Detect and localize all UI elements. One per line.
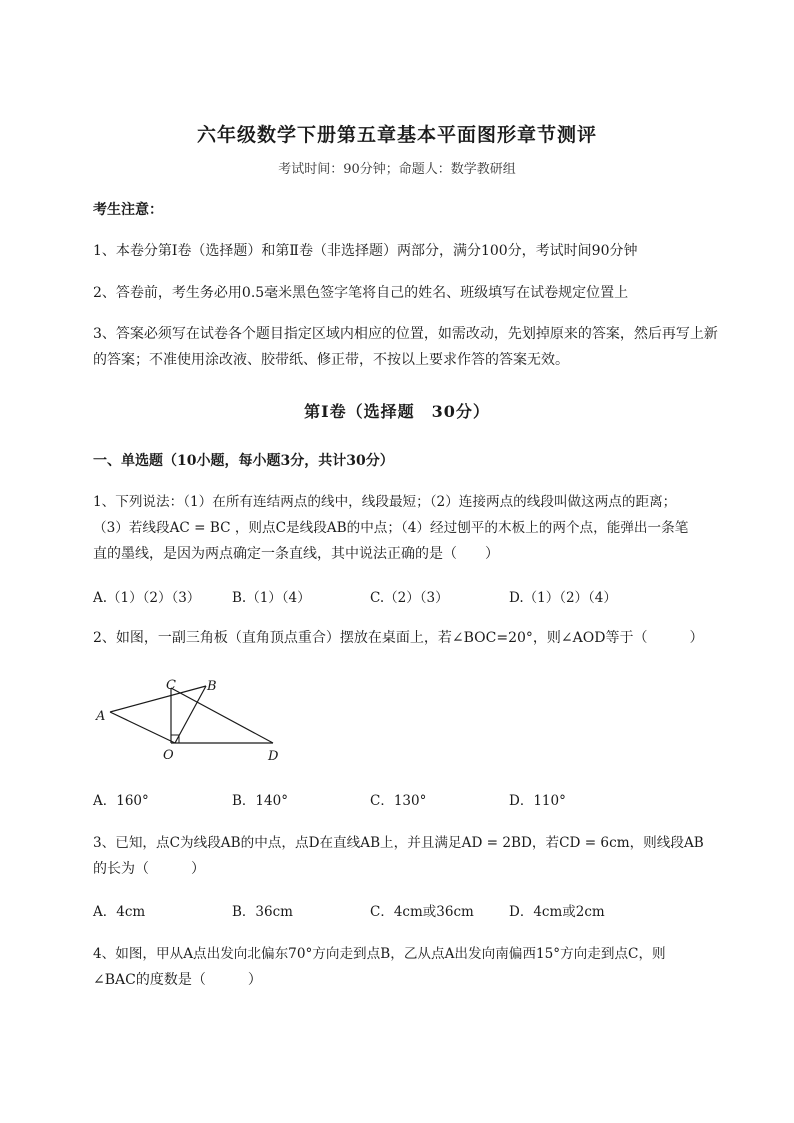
q1-option-b: B.（1）（4） xyxy=(232,590,311,606)
q3-line-2: 的长为（ ） xyxy=(93,861,205,877)
q1-option-c: C.（2）（3） xyxy=(370,590,449,606)
q3-option-d: D．4cm或2cm xyxy=(509,904,605,920)
notice-heading: 考生注意： xyxy=(93,202,163,218)
label-a: A xyxy=(96,709,106,724)
q1-option-a: A.（1）（2）（3） xyxy=(93,590,201,606)
q3-option-a: A．4cm xyxy=(93,904,146,920)
q4-line-2: ∠BAC的度数是（ ） xyxy=(93,972,262,988)
notice-item-3: 3、答案必须写在试卷各个题目指定区域内相应的位置，如需改动，先划掉原来的答案，然后再写上新 xyxy=(93,326,718,342)
q1-line-2: （3）若线段AC = BC ，则点C是线段AB的中点；（4）经过刨平的木板上的两个点，能弹出一条笔 xyxy=(93,520,689,536)
part-heading: 一、单选题（10小题，每小题3分，共计30分） xyxy=(93,453,394,469)
q2-option-a: A．160° xyxy=(93,793,149,809)
label-b: B xyxy=(207,679,217,694)
q3-option-b: B．36cm xyxy=(232,904,293,920)
label-d: D xyxy=(268,749,279,764)
exam-info: 考试时间：90分钟；命题人：数学教研组 xyxy=(278,162,516,177)
segment-cd xyxy=(171,688,273,743)
q3-line-1: 3、已知，点C为线段AB的中点，点D在直线AB上，并且满足AD = 2BD，若CD = 6cm，则线段AB xyxy=(93,835,704,851)
notice-item-2: 2、答卷前，考生务必用0.5毫米黑色签字笔将自己的姓名、班级填写在试卷规定位置上 xyxy=(93,285,629,301)
segment-ao xyxy=(110,712,175,743)
label-o: O xyxy=(163,748,174,763)
q1-line-1: 1、下列说法：（1）在所有连结两点的线中，线段最短；（2）连接两点的线段叫做这两点的距离； xyxy=(93,494,677,510)
page-title: 六年级数学下册第五章基本平面图形章节测评 xyxy=(196,124,597,146)
q4-line-1: 4、如图，甲从A点出发向北偏东70°方向走到点B，乙从点A出发向南偏西15°方向走到点C，则 xyxy=(93,946,666,962)
q1-line-3: 直的墨线，是因为两点确定一条直线，其中说法正确的是（ ） xyxy=(93,546,499,562)
q2-option-c: C．130° xyxy=(370,793,427,809)
q2-option-d: D．110° xyxy=(509,793,566,809)
segment-ob xyxy=(175,686,206,743)
q2-option-b: B．140° xyxy=(232,793,288,809)
q3-option-c: C．4cm或36cm xyxy=(370,904,474,920)
q2-stem: 2、如图，一副三角板（直角顶点重合）摆放在桌面上，若∠BOC=20°，则∠AOD等于（ ） xyxy=(93,630,704,646)
q2-triangle-figure xyxy=(88,672,298,772)
label-c: C xyxy=(166,678,176,693)
notice-item-1: 1、本卷分第I卷（选择题）和第Ⅱ卷（非选择题）两部分，满分100分，考试时间90分钟 xyxy=(93,243,638,259)
notice-item-3-cont: 的答案；不准使用涂改液、胶带纸、修正带，不按以上要求作答的答案无效。 xyxy=(93,352,569,368)
q1-option-d: D.（1）（2）（4） xyxy=(509,590,617,606)
section-title: 第I卷（选择题 30分） xyxy=(304,402,490,421)
